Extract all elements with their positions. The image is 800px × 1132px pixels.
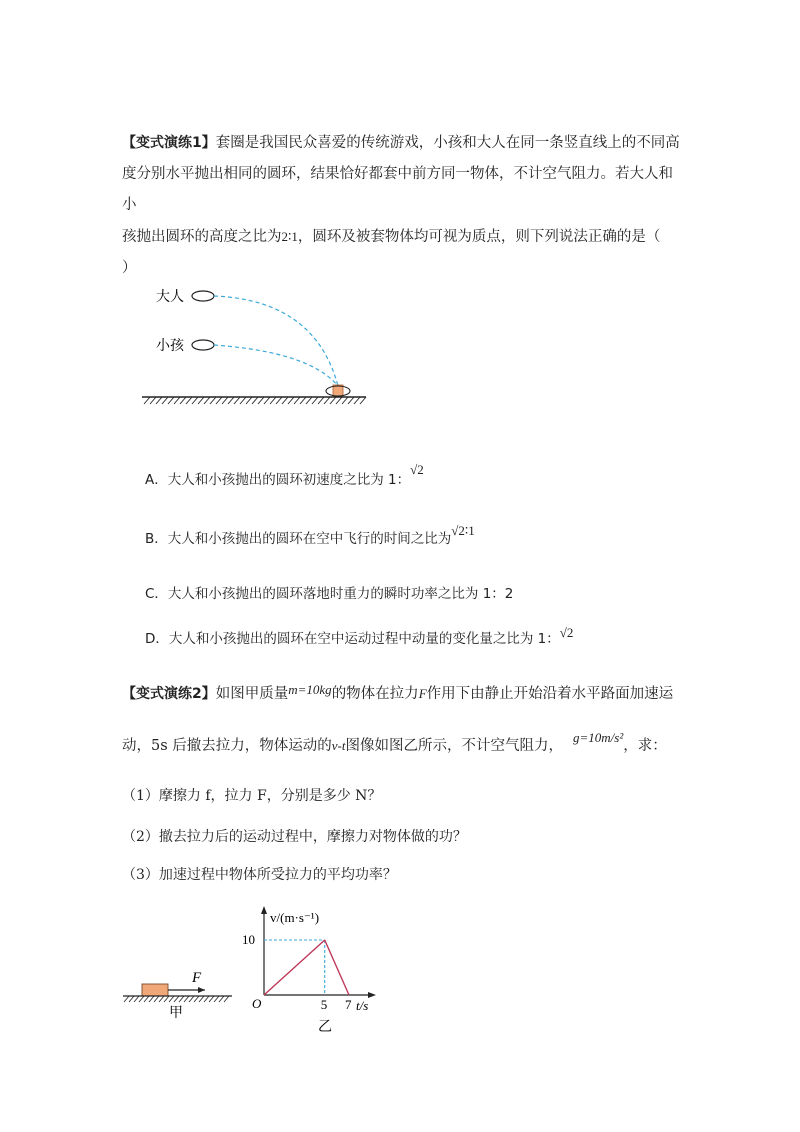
caption-yi: 乙 xyxy=(318,1020,332,1035)
option-d-math: √2 xyxy=(559,625,574,640)
child-ring xyxy=(192,340,214,350)
problem1-line4: ） xyxy=(122,260,137,276)
option-a-text: A．大人和小孩抛出的圆环初速度之比为 1： xyxy=(145,472,411,488)
x-tick-label: 5 xyxy=(320,997,328,1012)
block xyxy=(142,984,168,996)
problem2-line1b: 的物体在拉力 xyxy=(331,686,419,702)
problem2-line1 xyxy=(122,678,682,710)
caption-jia: 甲 xyxy=(169,1006,183,1020)
g-value: g=10m/s² xyxy=(573,730,624,745)
x-tick-label: 7 xyxy=(345,997,352,1012)
y-axis-label: v/(m·s⁻¹) xyxy=(270,910,320,925)
option-d-text: D．大人和小孩抛出的圆环在空中运动过程中动量的变化量之比为 1： xyxy=(145,631,560,647)
force-label: F xyxy=(192,970,202,986)
option-a-math: √2 xyxy=(410,462,424,477)
y-axis-arrow xyxy=(261,906,267,914)
problem2-line2 xyxy=(122,730,682,762)
force-symbol: F xyxy=(418,686,427,701)
option-b-math: √2∶1 xyxy=(451,523,475,538)
problem2-line1a: 如图甲质量 xyxy=(215,686,289,702)
series-segment xyxy=(325,940,349,995)
series-segment xyxy=(264,940,325,995)
problem1-text xyxy=(122,128,682,284)
y-tick-label: 10 xyxy=(242,932,255,947)
option-c-text: C．大人和小孩抛出的圆环落地时重力的瞬时功率之比为 1：2 xyxy=(145,586,514,602)
problem2-line2b: 图像如图乙所示，不计空气阻力， xyxy=(345,738,563,754)
origin-label: O xyxy=(252,996,262,1011)
arrow-head xyxy=(198,987,205,993)
option-a xyxy=(145,462,424,488)
problem1-line3a: 孩抛出圆环的高度之比为 xyxy=(122,229,282,245)
problem2-line2c: ，求： xyxy=(623,738,667,754)
ring-toss-figure xyxy=(140,280,380,410)
adult-ring xyxy=(192,291,214,301)
x-axis-arrow xyxy=(368,992,376,998)
question-2: （2）撤去拉力后的运动过程中，摩擦力对物体做的功？ xyxy=(122,829,467,845)
problem2-line1c: 作用下由静止开始沿着水平路面加速运 xyxy=(426,686,674,702)
height-ratio: 2∶1 xyxy=(281,229,298,244)
problem2-line2a: 动，5s 后撤去拉力，物体运动的 xyxy=(122,738,332,754)
option-c xyxy=(145,582,513,602)
question-3: （3）加速过程中物体所受拉力的平均功率？ xyxy=(122,867,397,883)
floor-hatch xyxy=(124,996,229,1002)
adult-label: 大人 xyxy=(156,290,184,305)
vt-symbol: v-t xyxy=(331,738,346,753)
option-b-text: B．大人和小孩抛出的圆环在空中飞行的时间之比为 xyxy=(145,531,452,547)
problem1-line2: 度分别水平抛出相同的圆环，结果恰好都套中前方同一物体，不计空气阻力。若大人和小 xyxy=(122,166,673,213)
figure-yi-vt-graph xyxy=(240,900,390,1035)
option-d xyxy=(145,627,573,647)
problem1-tag: 【变式演练1】 xyxy=(122,135,216,151)
problem1-line3b: ，圆环及被套物体均可视为质点，则下列说法正确的是（ xyxy=(297,229,661,245)
problem1-line1: 套圈是我国民众喜爱的传统游戏，小孩和大人在同一条竖直线上的不同高 xyxy=(215,135,680,151)
child-trajectory xyxy=(214,345,338,386)
x-axis-label: t/s xyxy=(356,998,369,1013)
option-b xyxy=(145,523,475,547)
child-label: 小孩 xyxy=(156,339,184,354)
mass-value: m=10kg xyxy=(288,682,332,697)
ground-hatch xyxy=(144,397,366,404)
problem2-tag: 【变式演练2】 xyxy=(122,686,216,702)
adult-trajectory xyxy=(214,296,338,386)
question-1: （1）摩擦力 f，拉力 F，分别是多少 N？ xyxy=(122,788,382,804)
figure-jia xyxy=(115,960,240,1020)
